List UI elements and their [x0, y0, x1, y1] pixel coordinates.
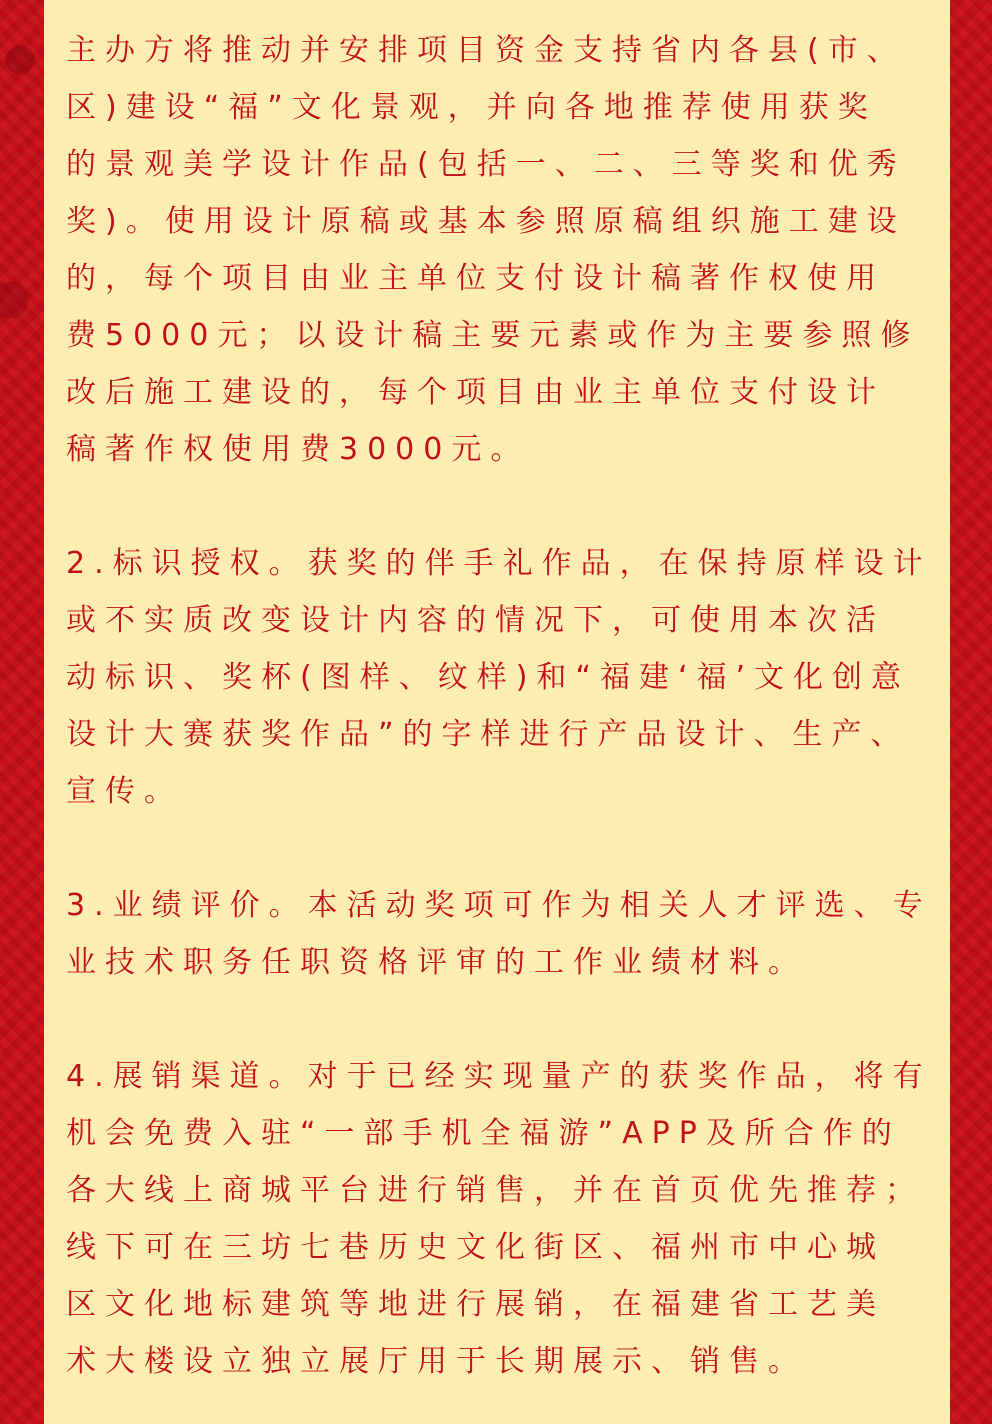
text-line: 区)建设“福”文化景观，并向各地推荐使用获奖 [66, 90, 877, 125]
text-line: 4.展销渠道。对于已经实现量产的获奖作品，将有 [66, 1059, 932, 1094]
text-line: 宣传。 [66, 774, 183, 809]
text-line: 的景观美学设计作品(包括一、二、三等奖和优秀 [66, 147, 906, 182]
text-line: 线下可在三坊七巷历史文化街区、福州市中心城 [66, 1230, 885, 1265]
text-line: 稿著作权使用费3000元。 [66, 432, 530, 467]
text-line: 业技术职务任职资格评审的工作业绩材料。 [66, 945, 807, 980]
text-line: 主办方将推动并安排项目资金支持省内各县(市、 [66, 33, 906, 68]
text-line: 费5000元；以设计稿主要元素或作为主要参照修 [66, 318, 920, 353]
text-line: 3.业绩评价。本活动奖项可作为相关人才评选、专 [66, 888, 932, 923]
text-line: 各大线上商城平台进行销售，并在首页优先推荐； [66, 1173, 924, 1208]
text-line: 设计大赛获奖作品”的字样进行产品设计、生产、 [66, 717, 910, 752]
text-line: 2.标识授权。获奖的伴手礼作品，在保持原样设计 [66, 546, 932, 581]
content-panel [44, 0, 950, 1424]
text-line: 动标识、奖杯(图样、纹样)和“福建‘福’文化创意 [66, 660, 911, 695]
text-line: 改后施工建设的，每个项目由业主单位支付设计 [66, 375, 885, 410]
text-line: 术大楼设立独立展厅用于长期展示、销售。 [66, 1344, 807, 1379]
text-line: 机会免费入驻“一部手机全福游”APP及所合作的 [66, 1116, 901, 1151]
text-line: 的，每个项目由业主单位支付设计稿著作权使用 [66, 261, 885, 296]
paragraph-sales-channels [66, 1048, 940, 1390]
article-body [66, 22, 940, 1390]
paragraph-logo-authorization [66, 535, 940, 820]
left-decorative-border [0, 0, 44, 1424]
text-line: 或不实质改变设计内容的情况下，可使用本次活 [66, 603, 885, 638]
text-line: 奖)。使用设计原稿或基本参照原稿组织施工建设 [66, 204, 906, 239]
text-line: 区文化地标建筑等地进行展销，在福建省工艺美 [66, 1287, 885, 1322]
right-decorative-border [950, 0, 992, 1424]
paragraph-funding [66, 22, 940, 478]
paragraph-performance-evaluation [66, 877, 940, 991]
